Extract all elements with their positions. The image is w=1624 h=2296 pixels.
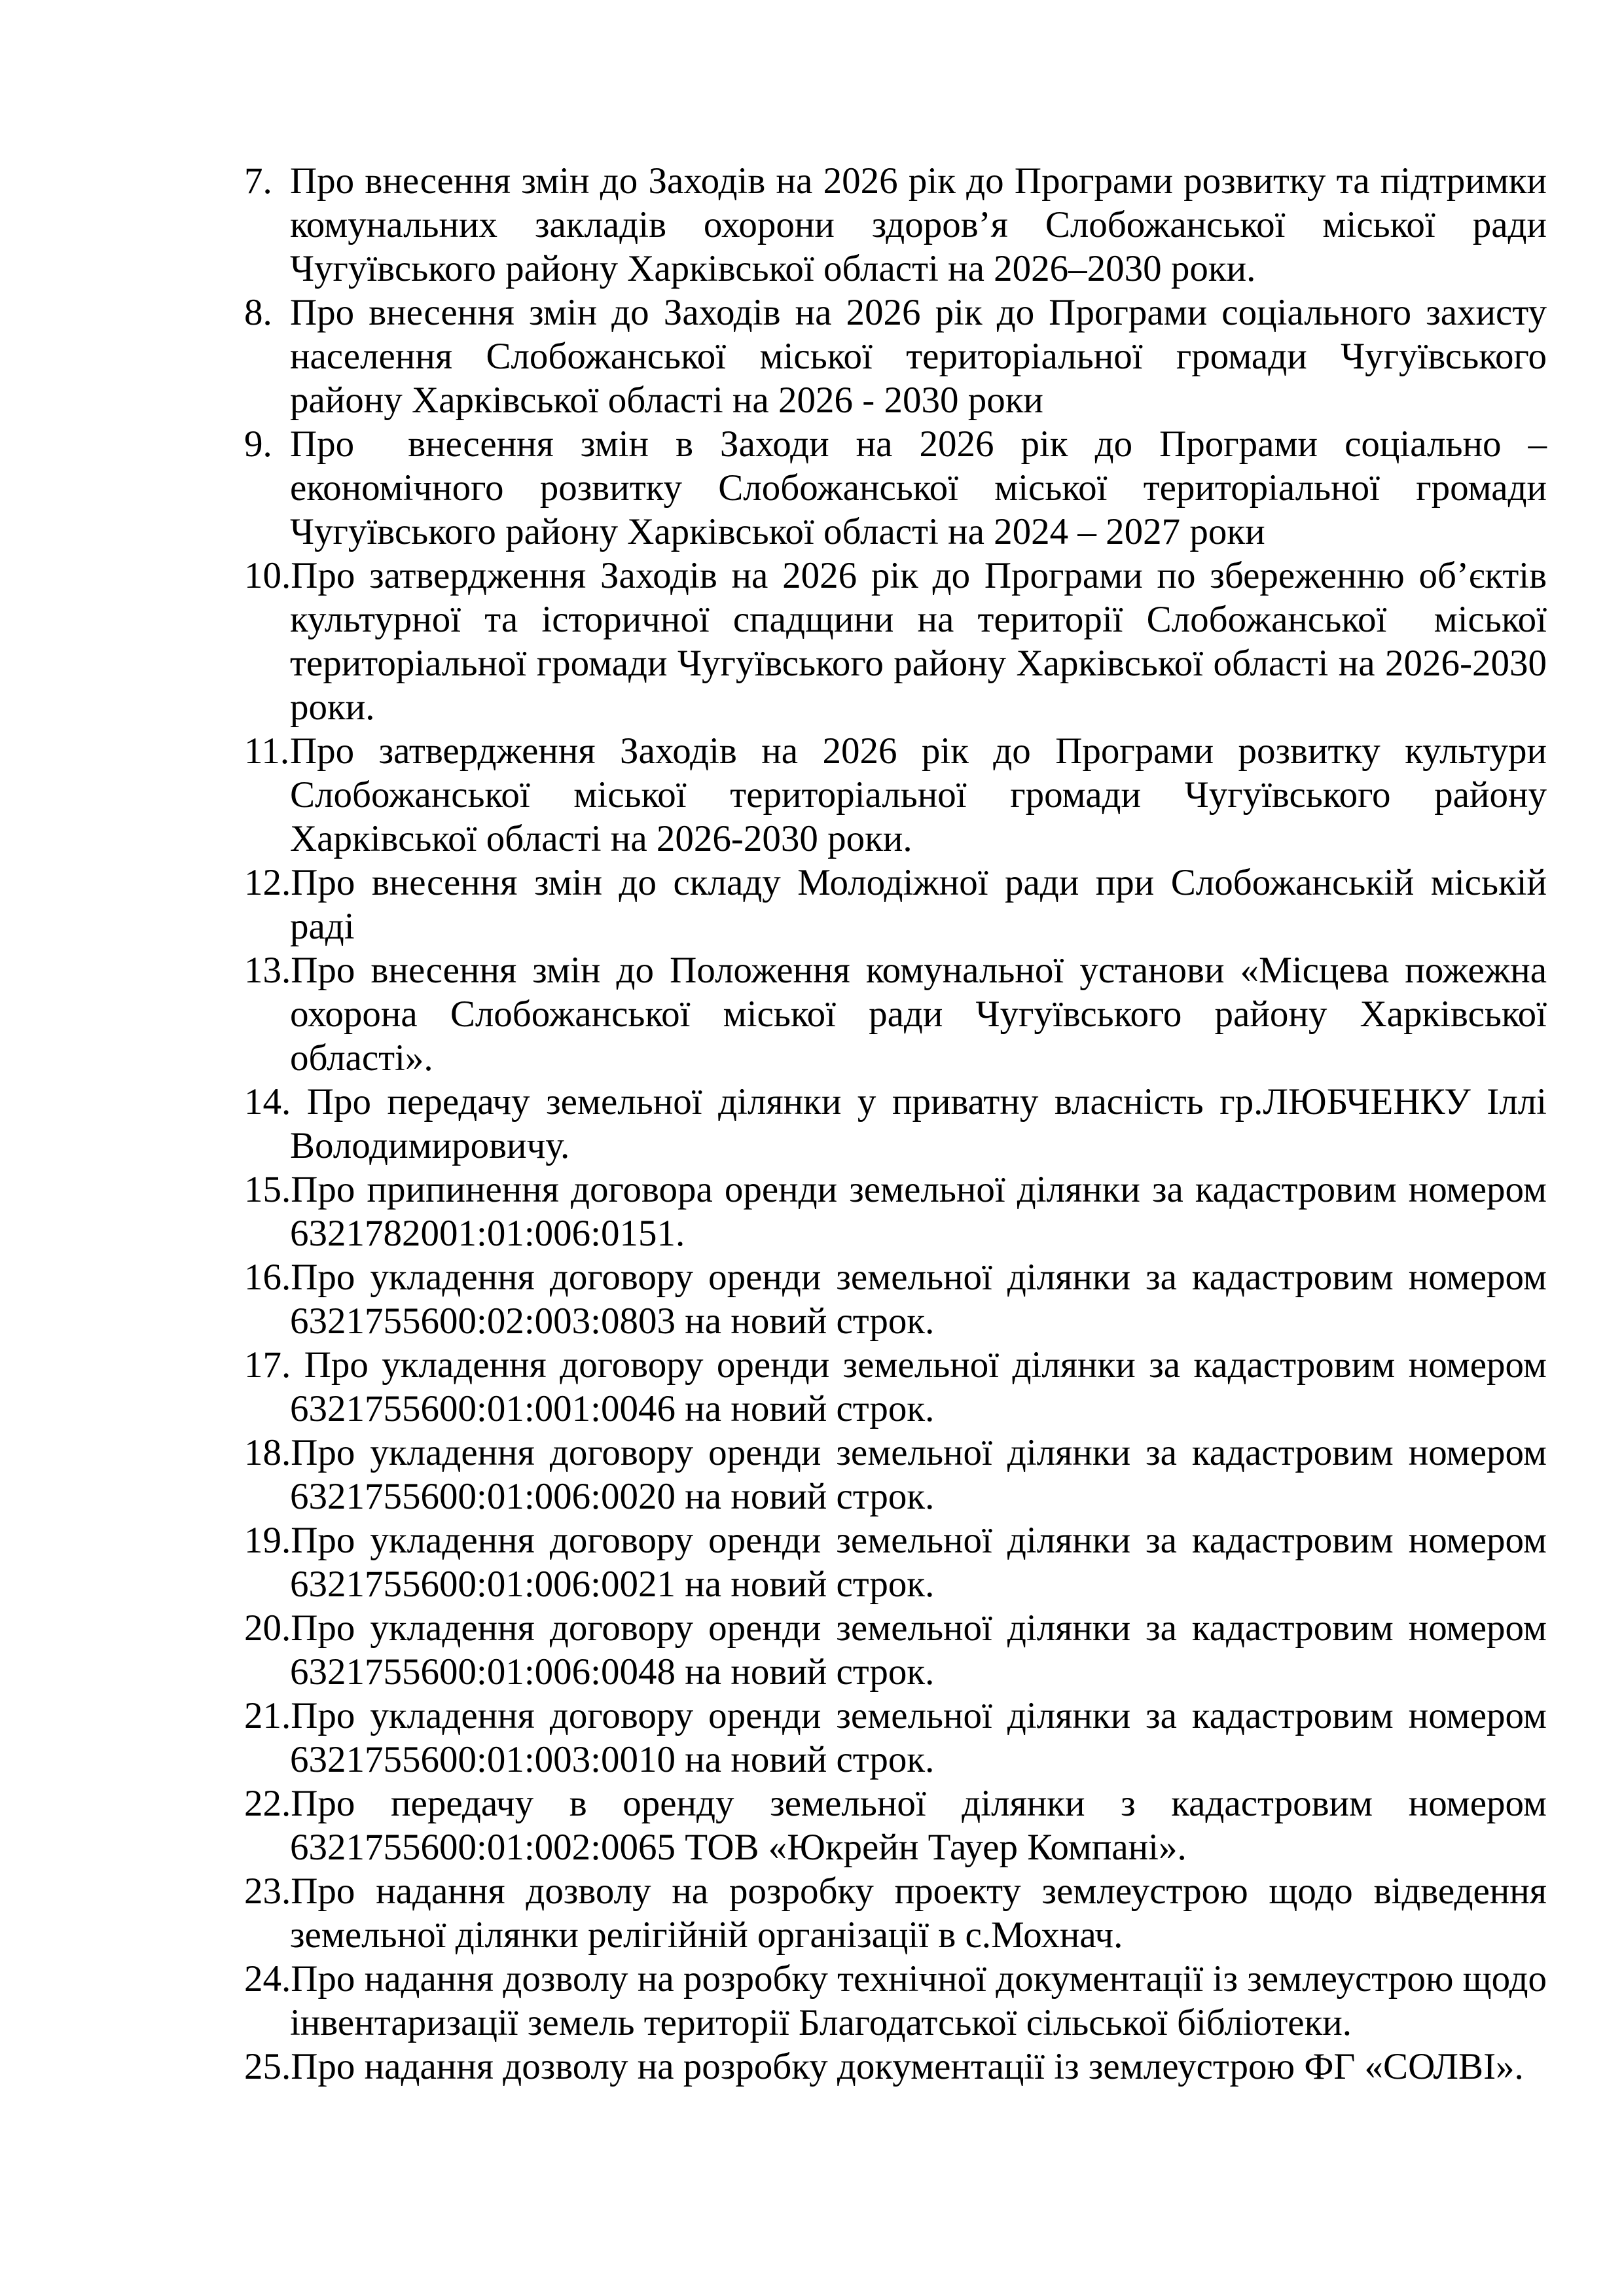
item-text: Про затвердження Заходів на 2026 рік до Програми розвитку культури Слобожанської міської територіальної громади Чугуївського району Харківської області на 2026-2030 роки. [290,730,1547,859]
item-number: 22. [244,1783,291,1824]
agenda-item [244,1168,1547,1255]
item-text: Про надання дозволу на розробку проекту землеустрою щодо відведення земельної ділянки релігійній організації в с.Мохнач. [290,1871,1547,1956]
item-text: Про укладення договору оренди земельної ділянки за кадастровим номером 6321755600:02:003:0803 на новий строк. [290,1257,1547,1342]
item-text: Про укладення договору оренди земельної ділянки за кадастровим номером 6321755600:01:001:0046 на новий строк. [290,1344,1547,1429]
agenda-item [244,1255,1547,1343]
item-number: 15. [244,1169,291,1210]
item-number: 19. [244,1520,291,1561]
item-text: Про внесення змін до складу Молодіжної ради при Слобожанській міській раді [290,862,1547,947]
item-number: 21. [244,1695,291,1736]
agenda-item [244,1343,1547,1431]
item-text: Про внесення змін до Заходів на 2026 рік до Програми розвитку та підтримки комунальних закладів охорони здоров’я Слобожанської міської ради Чугуївського району Харківської області на 2026–2030 роки. [290,160,1547,289]
item-number: 11. [244,730,290,772]
item-text: Про укладення договору оренди земельної ділянки за кадастровим номером 6321755600:01:003:0010 на новий строк. [290,1695,1547,1780]
item-number: 9. [244,423,272,465]
item-number: 23. [244,1871,291,1912]
item-number: 16. [244,1257,291,1298]
agenda-item [244,1080,1547,1168]
agenda-item [244,1606,1547,1694]
item-text: Про припинення договора оренди земельної ділянки за кадастровим номером 6321782001:01:006:0151. [290,1169,1547,1254]
item-text: Про внесення змін до Заходів на 2026 рік до Програми соціального захисту населення Слобожанської міської територіальної громади Чугуївського району Харківської області на 2026 - 2030 роки [290,292,1547,421]
item-text: Про внесення змін в Заходи на 2026 рік до Програми соціально – економічного розвитку Слобожанської міської територіальної громади Чугуївського району Харківської області на 2024 – 2027 роки [290,423,1547,552]
item-number: 12. [244,862,291,903]
agenda-item [244,1518,1547,1606]
item-text: Про укладення договору оренди земельної ділянки за кадастровим номером 6321755600:01:006:0021 на новий строк. [290,1520,1547,1605]
item-number: 14. [244,1081,291,1122]
agenda-item [244,1869,1547,1957]
agenda-item [244,1782,1547,1869]
item-number: 24. [244,1958,291,2000]
item-text: Про надання дозволу на розробку технічної документації із землеустрою щодо інвентаризації земель території Благодатської сільської бібліотеки. [290,1958,1547,2043]
item-text: Про внесення змін до Положення комунальної установи «Місцева пожежна охорона Слобожанської міської ради Чугуївського району Харківської області». [290,950,1547,1079]
item-number: 18. [244,1432,291,1473]
item-number: 25. [244,2046,291,2087]
item-number: 13. [244,950,291,991]
agenda-item [244,729,1547,861]
item-text: Про укладення договору оренди земельної ділянки за кадастровим номером 6321755600:01:006:0048 на новий строк. [290,1607,1547,1693]
agenda-item [244,861,1547,948]
item-text: Про передачу земельної ділянки у приватну власність гр.ЛЮБЧЕНКУ Іллі Володимировичу. [290,1081,1547,1166]
item-number: 20. [244,1607,291,1649]
agenda-item [244,2045,1547,2089]
item-number: 8. [244,292,272,333]
item-text: Про передачу в оренду земельної ділянки з кадастровим номером 6321755600:01:002:0065 ТОВ «Юкрейн Тауер Компані». [290,1783,1547,1868]
agenda-item [244,422,1547,554]
item-number: 7. [244,160,272,202]
agenda-item [244,1957,1547,2045]
agenda-item [244,1694,1547,1782]
agenda-item [244,948,1547,1080]
item-text: Про надання дозволу на розробку документації із землеустрою ФГ «СОЛВІ». [291,2046,1524,2087]
item-text: Про затвердження Заходів на 2026 рік до Програми по збереженню об’єктів культурної та історичної спадщини на території Слобожанської міської територіальної громади Чугуївського району Харківської області на 2026-2030 роки. [290,555,1547,728]
agenda-item [244,1431,1547,1518]
agenda-list [244,159,1547,2089]
item-number: 10. [244,555,291,596]
agenda-item [244,159,1547,291]
item-text: Про укладення договору оренди земельної ділянки за кадастровим номером 6321755600:01:006:0020 на новий строк. [290,1432,1547,1517]
agenda-item [244,554,1547,729]
agenda-item [244,291,1547,422]
item-number: 17. [244,1344,291,1386]
